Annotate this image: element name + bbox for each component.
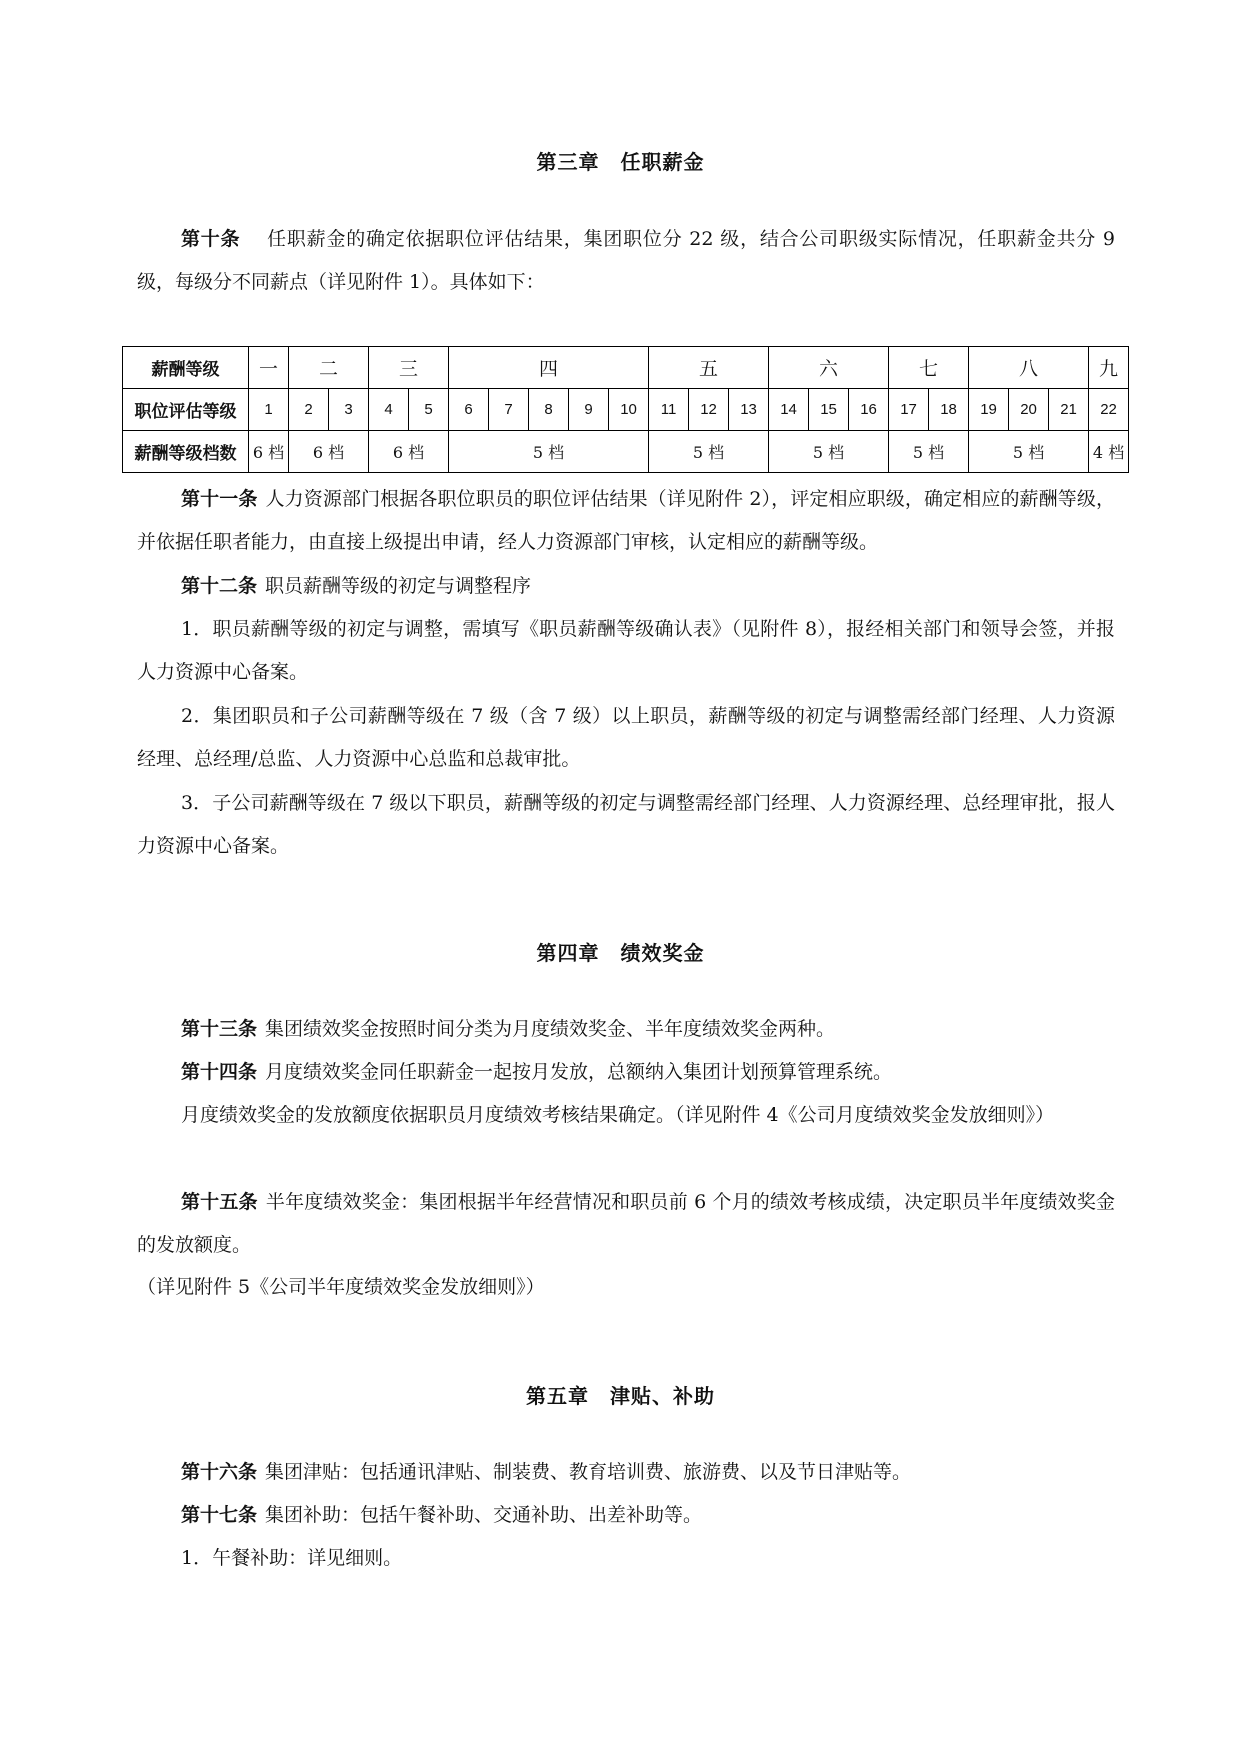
article-12-item-1: 1．职员薪酬等级的初定与调整，需填写《职员薪酬等级确认表》（见附件 8），报经相关部门和领导会签，并报人力资源中心备案。: [137, 618, 1115, 683]
salary-level-cell: 五: [649, 347, 769, 389]
evaluation-grade-cell: 15: [809, 389, 849, 431]
evaluation-grade-row: [123, 389, 1129, 431]
article-16: [137, 1451, 1115, 1494]
article-16-label: 第十六条: [181, 1461, 258, 1483]
salary-level-header: 薪酬等级: [123, 347, 249, 389]
evaluation-grade-cell: 19: [969, 389, 1009, 431]
article-14-text: 月度绩效奖金同任职薪金一起按月发放，总额纳入集团计划预算管理系统。: [265, 1061, 893, 1083]
evaluation-grade-cell: 11: [649, 389, 689, 431]
grade-steps-cell: 5 档: [649, 431, 769, 473]
grade-steps-cell: 6 档: [369, 431, 449, 473]
article-12-item-3: 3．子公司薪酬等级在 7 级以下职员，薪酬等级的初定与调整需经部门经理、人力资源经理、总经理审批，报人力资源中心备案。: [137, 792, 1115, 857]
salary-level-cell: 四: [449, 347, 649, 389]
salary-level-row: [123, 347, 1129, 389]
article-15-text: 半年度绩效奖金：集团根据半年经营情况和职员前 6 个月的绩效考核成绩，决定职员半年度绩效奖金的发放额度。: [137, 1191, 1115, 1256]
article-12-item-2: 2．集团职员和子公司薪酬等级在 7 级（含 7 级）以上职员，薪酬等级的初定与调整需经部门经理、人力资源经理、总经理/总监、人力资源中心总监和总裁审批。: [137, 705, 1115, 770]
evaluation-grade-cell: 13: [729, 389, 769, 431]
grade-steps-cell: 5 档: [449, 431, 649, 473]
grade-steps-cell: 5 档: [969, 431, 1089, 473]
grade-steps-header: 薪酬等级档数: [123, 431, 249, 473]
article-15-note: （详见附件 5《公司半年度绩效奖金发放细则》）: [137, 1276, 545, 1298]
evaluation-grade-cell: 8: [529, 389, 569, 431]
evaluation-grade-cell: 20: [1009, 389, 1049, 431]
article-14: [137, 1051, 1115, 1094]
article-11-label: 第十一条: [181, 488, 258, 510]
salary-level-cell: 八: [969, 347, 1089, 389]
evaluation-grade-cell: 6: [449, 389, 489, 431]
evaluation-grade-cell: 14: [769, 389, 809, 431]
article-13-text: 集团绩效奖金按照时间分类为月度绩效奖金、半年度绩效奖金两种。: [265, 1018, 836, 1040]
chapter-3-title: 第三章 任职薪金: [536, 150, 705, 174]
evaluation-grade-cell: 21: [1049, 389, 1089, 431]
evaluation-grade-cell: 3: [329, 389, 369, 431]
evaluation-grade-cell: 10: [609, 389, 649, 431]
grade-steps-cell: 6 档: [289, 431, 369, 473]
article-14-detail: 月度绩效奖金的发放额度依据职员月度绩效考核结果确定。（详见附件 4《公司月度绩效奖金发放细则》）: [181, 1104, 1055, 1126]
chapter-4-title: 第四章 绩效奖金: [536, 941, 705, 965]
article-10: [137, 218, 1115, 304]
article-11: [137, 478, 1115, 564]
evaluation-grade-cell: 2: [289, 389, 329, 431]
salary-level-cell: 九: [1089, 347, 1129, 389]
grade-steps-cell: 4 档: [1089, 431, 1129, 473]
evaluation-grade-cell: 4: [369, 389, 409, 431]
evaluation-grade-cell: 16: [849, 389, 889, 431]
evaluation-grade-cell: 12: [689, 389, 729, 431]
article-12-text: 职员薪酬等级的初定与调整程序: [265, 575, 532, 597]
salary-level-cell: 二: [289, 347, 369, 389]
evaluation-grade-cell: 1: [249, 389, 289, 431]
grade-steps-cell: 5 档: [889, 431, 969, 473]
salary-level-cell: 七: [889, 347, 969, 389]
salary-level-cell: 三: [369, 347, 449, 389]
chapter-5-title: 第五章 津贴、补助: [526, 1384, 715, 1408]
article-10-label: 第十条: [181, 228, 241, 250]
article-10-text: 任职薪金的确定依据职位评估结果，集团职位分 22 级，结合公司职级实际情况，任职薪金共分 9 级，每级分不同薪点（详见附件 1）。具体如下：: [137, 228, 1115, 293]
evaluation-grade-cell: 17: [889, 389, 929, 431]
salary-grade-table: [122, 346, 1129, 473]
article-15: [137, 1181, 1115, 1267]
grade-steps-cell: 5 档: [769, 431, 889, 473]
salary-level-cell: 一: [249, 347, 289, 389]
article-17-label: 第十七条: [181, 1504, 258, 1526]
article-11-text: 人力资源部门根据各职位职员的职位评估结果（详见附件 2），评定相应职级，确定相应的薪酬等级，并依据任职者能力，由直接上级提出申请，经人力资源部门审核，认定相应的薪酬等级。: [137, 488, 1115, 553]
evaluation-grade-cell: 7: [489, 389, 529, 431]
article-12-label: 第十二条: [181, 575, 258, 597]
article-15-label: 第十五条: [181, 1191, 258, 1213]
evaluation-grade-cell: 22: [1089, 389, 1129, 431]
evaluation-grade-cell: 5: [409, 389, 449, 431]
grade-steps-cell: 6 档: [249, 431, 289, 473]
article-14-label: 第十四条: [181, 1061, 258, 1083]
evaluation-grade-cell: 9: [569, 389, 609, 431]
salary-level-cell: 六: [769, 347, 889, 389]
article-17: [137, 1494, 1115, 1537]
evaluation-grade-header: 职位评估等级: [123, 389, 249, 431]
article-13: [137, 1008, 1115, 1051]
article-17-item-1: 1．午餐补助：详见细则。: [181, 1547, 403, 1569]
article-12: [137, 565, 1115, 608]
evaluation-grade-cell: 18: [929, 389, 969, 431]
article-13-label: 第十三条: [181, 1018, 258, 1040]
article-16-text: 集团津贴：包括通讯津贴、制装费、教育培训费、旅游费、以及节日津贴等。: [265, 1461, 912, 1483]
grade-steps-row: [123, 431, 1129, 473]
article-17-text: 集团补助：包括午餐补助、交通补助、出差补助等。: [265, 1504, 703, 1526]
